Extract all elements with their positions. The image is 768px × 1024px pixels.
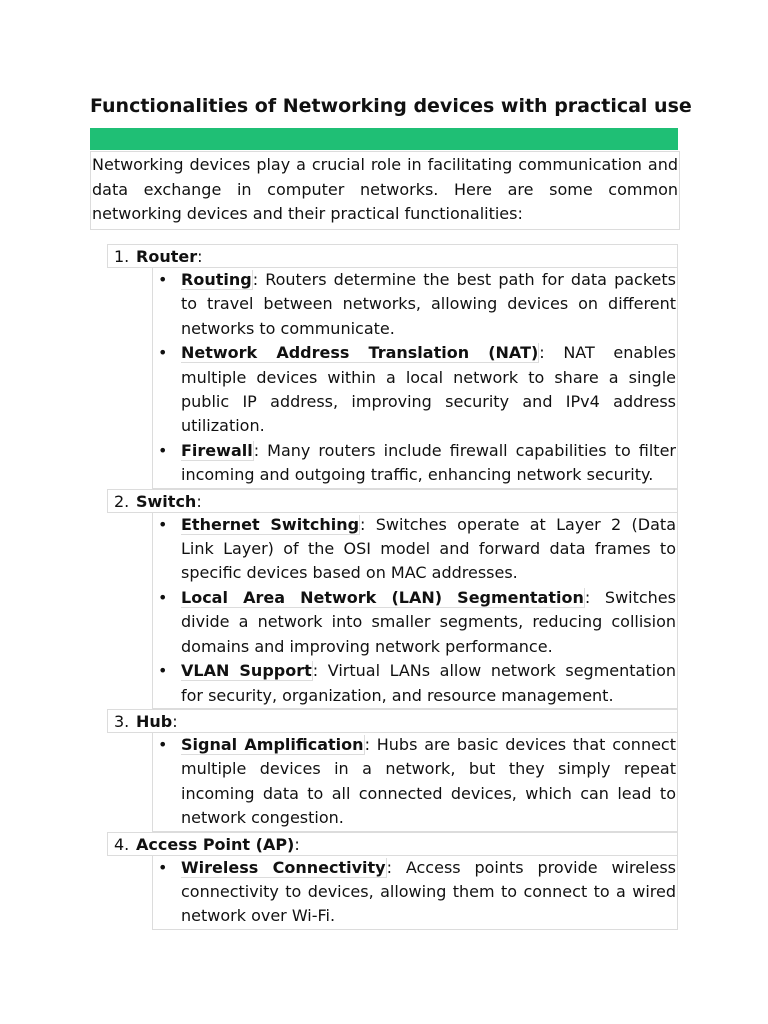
function-description: : Routers determine the best path for data packets to travel between networks, allowing devices on different networks to communicate.	[181, 270, 676, 338]
function-name: Network Address Translation (NAT)	[181, 343, 539, 363]
function-list	[152, 513, 678, 709]
function-item	[153, 586, 677, 659]
function-description: : NAT enables multiple devices within a local network to share a single public IP address, improving security and IPv4 address utilization.	[181, 343, 676, 436]
device-heading: 4. Access Point (AP):	[107, 832, 678, 856]
function-description: : Access points provide wireless connectivity to devices, allowing them to connect to a wired network over Wi-Fi.	[181, 857, 677, 926]
accent-bar	[90, 128, 678, 150]
function-list	[152, 268, 678, 489]
function-item	[153, 341, 677, 439]
function-description: : Switches operate at Layer 2 (Data Link Layer) of the OSI model and forward data frames to specific devices based on MAC addresses.	[181, 514, 676, 583]
device-item-hub	[107, 709, 678, 832]
device-item-access-point	[107, 832, 678, 930]
function-description: : Virtual LANs allow network segmentation for security, organization, and resource management.	[181, 661, 676, 705]
page-title: Functionalities of Networking devices with practical use	[90, 95, 692, 117]
device-name: Access Point (AP)	[136, 834, 295, 854]
function-item	[153, 439, 677, 488]
device-list	[107, 244, 678, 930]
function-name: Wireless Connectivity	[181, 857, 386, 877]
function-list	[152, 856, 678, 930]
device-name: Hub	[136, 711, 173, 731]
function-name: Signal Amplification	[181, 734, 364, 754]
device-number: 1.	[114, 247, 130, 266]
device-heading: 1. Router:	[107, 244, 678, 268]
function-description: : Hubs are basic devices that connect multiple devices in a network, but they simply repeat incoming data to all connected devices, which can lead to network congestion.	[181, 734, 676, 828]
device-name: Switch	[136, 491, 197, 511]
function-description: : Many routers include firewall capabilities to filter incoming and outgoing traffic, enhancing network security.	[181, 440, 676, 485]
device-heading: 3. Hub:	[107, 709, 678, 733]
function-name: Routing	[181, 270, 252, 289]
device-number: 3.	[114, 711, 130, 731]
device-number: 4.	[114, 834, 130, 854]
intro-paragraph: Networking devices play a crucial role in facilitating communication and data exchange in computer networks. Here are some common networking devices and their practical functionalities:	[90, 151, 680, 230]
function-name: Ethernet Switching	[181, 514, 360, 534]
device-heading: 2. Switch:	[107, 489, 678, 513]
function-name: VLAN Support	[181, 661, 312, 681]
function-description: : Switches divide a network into smaller segments, reducing collision domains and improving network performance.	[181, 587, 676, 656]
device-name: Router	[136, 247, 198, 266]
function-item	[153, 513, 677, 586]
device-number: 2.	[114, 491, 130, 511]
function-list	[152, 733, 678, 832]
device-item-switch	[107, 489, 678, 709]
function-item	[153, 659, 677, 708]
function-item	[153, 856, 677, 929]
function-item	[153, 733, 677, 831]
function-item	[153, 268, 677, 341]
function-name: Local Area Network (LAN) Segmentation	[181, 587, 584, 607]
device-item-router	[107, 244, 678, 489]
function-name: Firewall	[181, 440, 253, 460]
